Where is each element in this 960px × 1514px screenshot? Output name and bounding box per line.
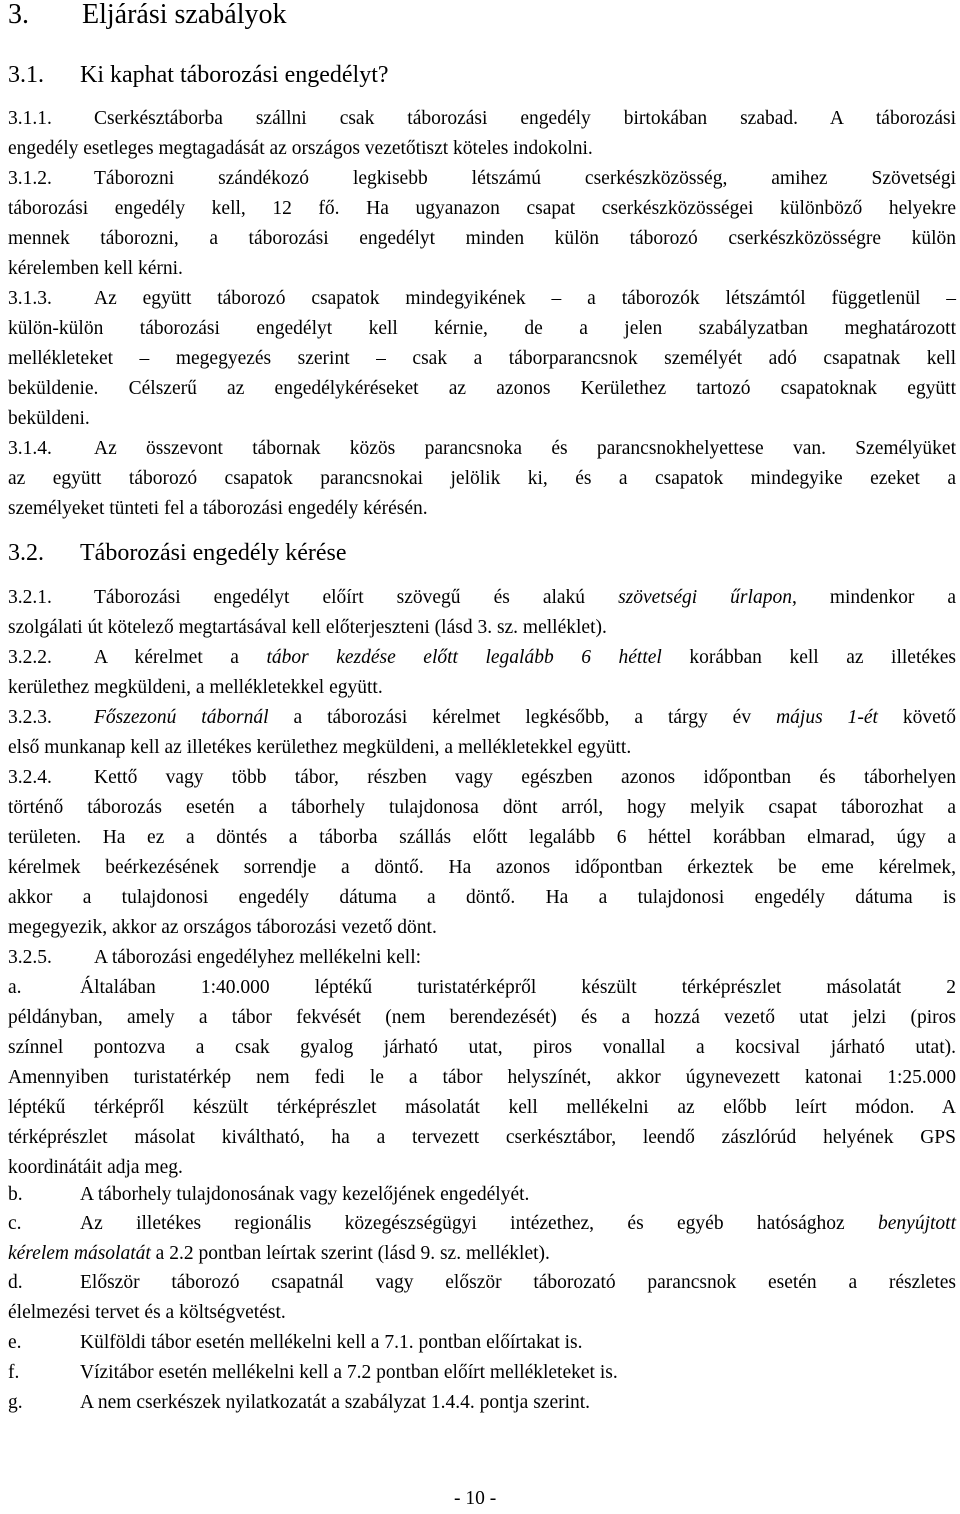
list-item-d: [8, 1268, 956, 1328]
text-line: mennek táborozni, a táborozási engedélyt minden külön táborozó cserkészközösségre külön: [8, 228, 956, 249]
text-line: koordinátáit adja meg.: [8, 1157, 183, 1178]
paragraph-3-2-4: [8, 763, 956, 943]
paragraph-3-1-3: [8, 284, 956, 434]
text-run: , mindenkor a: [791, 587, 957, 608]
section-heading-3-2: [8, 538, 347, 568]
italic-text: kérelem másolatát: [8, 1243, 151, 1264]
page-number: - 10 -: [454, 1488, 497, 1509]
italic-text: szövetségi űrlapon: [618, 587, 792, 608]
text-line: kérelmek beérkezésének sorrendje a döntő. Ha azonos időpontban érkeztek be eme kérelmek,: [8, 857, 956, 878]
text-run: Táborozási engedélyt előírt szövegű és alakú: [94, 587, 619, 608]
list-item-e: [8, 1328, 956, 1358]
list-label: e.: [8, 1332, 22, 1353]
text-line: Külföldi tábor esetén mellékelni kell a 7.1. pontban előírtakat is.: [80, 1332, 583, 1353]
text-line: akkor a tulajdonosi engedély dátuma a döntő. Ha a tulajdonosi engedély dátuma is: [8, 887, 956, 908]
paragraph-number: 3.2.5.: [8, 947, 52, 968]
text-line: személyeket tünteti fel a táborozási engedély kérésén.: [8, 498, 428, 519]
section-number: 3.2.: [8, 540, 44, 566]
text-line: A nem cserkészek nyilatkozatát a szabályzat 1.4.4. pontja szerint.: [80, 1392, 591, 1413]
paragraph-3-2-2: [8, 643, 956, 703]
paragraph-number: 3.1.1.: [8, 108, 52, 129]
paragraph-number: 3.1.4.: [8, 438, 52, 459]
text-line: táborozási engedély kell, 12 fő. Ha ugyanazon csapat cserkészközösségei különböző helyekre: [8, 198, 956, 219]
list-label: f.: [8, 1362, 20, 1383]
text-line: Az összevont tábornak közös parancsnoka és parancsnokhelyettese van. Személyüket: [94, 438, 956, 459]
text-line: Először táborozó csapatnál vagy először táborozató parancsnok esetén a részletes: [80, 1272, 956, 1293]
text-run: korábban kell az illetékes: [661, 647, 957, 668]
text-line: engedély esetleges megtagadását az országos vezetőtiszt köteles indokolni.: [8, 138, 593, 159]
chapter-number: 3.: [8, 0, 29, 30]
text-line: szolgálati út kötelező megtartásával kell előterjeszteni (lásd 3. sz. melléklet).: [8, 617, 607, 638]
text-line: Vízitábor esetén mellékelni kell a 7.2 pontban előírt mellékleteket is.: [80, 1362, 618, 1383]
text-line: Táborozni szándékozó legkisebb létszámú cserkészközösség, amihez Szövetségi: [94, 168, 956, 189]
text-line: A táborozási engedélyhez mellékelni kell:: [94, 947, 422, 968]
text-line: Kettő vagy több tábor, részben vagy egészben azonos időpontban és táborhelyen: [94, 767, 956, 788]
text-line: kerülethez megküldeni, a mellékletekkel együtt.: [8, 677, 383, 698]
text-line: élelmezési tervet és a költségvetést.: [8, 1302, 286, 1323]
text-line: mellékleteket – megegyezés szerint – csak a táborparancsnok személyét adó csapatnak kell: [8, 348, 956, 369]
paragraph-number: 3.2.2.: [8, 647, 52, 668]
text-line: megegyezik, akkor az országos táborozási vezető dönt.: [8, 917, 437, 938]
paragraph-3-2-3: [8, 703, 956, 763]
list-label: b.: [8, 1184, 23, 1205]
section-number: 3.1.: [8, 62, 44, 88]
chapter-title: Eljárási szabályok: [82, 0, 287, 30]
text-run: követő: [877, 707, 957, 728]
text-line: Cserkésztáborba szállni csak táborozási engedély birtokában szabad. A táborozási: [94, 108, 956, 129]
paragraph-3-2-5: [8, 943, 956, 973]
paragraph-number: 3.1.3.: [8, 288, 52, 309]
paragraph-number: 3.2.4.: [8, 767, 52, 788]
text-line: beküldeni.: [8, 408, 90, 429]
list-item-c: [8, 1209, 956, 1269]
section-title: Táborozási engedély kérése: [80, 540, 347, 566]
text-line: léptékű térképről készült térképrészlet másolatát kell mellékelni az előbb leírt módon. A: [8, 1097, 956, 1118]
text-run: a 2.2 pontban leírtak szerint (lásd 9. sz. melléklet).: [150, 1243, 550, 1264]
text-line: Az együtt táborozó csapatok mindegyikének – a táborozók létszámtól függetlenül –: [94, 288, 956, 309]
text-run: a táborozási kérelmet legkésőbb, a tárgy év: [268, 707, 777, 728]
text-line: térképrészlet másolat kiváltható, ha a tervezett cserkésztábor, leendő zászlórúd helyének GPS: [8, 1127, 956, 1148]
text-line: kérelemben kell kérni.: [8, 258, 183, 279]
section-title: Ki kaphat táborozási engedélyt?: [80, 62, 389, 88]
list-label: g.: [8, 1392, 23, 1413]
italic-text: Főszezonú tábornál: [94, 707, 269, 728]
text-line: az együtt táborozó csapatok parancsnokai jelölik ki, és a csapatok mindegyike ezeket a: [8, 468, 956, 489]
text-line: külön-külön táborozási engedélyt kell kérnie, de a jelen szabályzatban meghatározott: [8, 318, 956, 339]
paragraph-number: 3.2.1.: [8, 587, 52, 608]
text-line: területen. Ha ez a döntés a táborba szállás előtt legalább 6 héttel korábban elmarad, úgy a: [8, 827, 956, 848]
paragraph-3-2-1: [8, 583, 956, 643]
paragraph-3-1-2: [8, 164, 956, 284]
list-label: c.: [8, 1213, 22, 1234]
list-item-a: [8, 973, 956, 1183]
paragraph-3-1-1: [8, 104, 956, 164]
text-line: beküldenie. Célszerű az engedélykéréseket az azonos Kerülethez tartozó csapatoknak együtt: [8, 378, 956, 399]
italic-text: május 1-ét: [776, 707, 878, 728]
text-run: A kérelmet a: [94, 647, 267, 668]
text-line: színnel pontozva a csak gyalog járható utat, piros vonallal a kocsival járható utat).: [8, 1037, 956, 1058]
text-line: A táborhely tulajdonosának vagy kezelőjének engedélyét.: [80, 1184, 530, 1205]
paragraph-3-1-4: [8, 434, 956, 524]
list-item-b: [8, 1180, 956, 1210]
list-label: d.: [8, 1272, 23, 1293]
text-line: első munkanap kell az illetékes kerülethez megküldeni, a mellékletekkel együtt.: [8, 737, 632, 758]
text-line: példányban, amely a tábor fekvését (nem berendezését) és a hozzá vezető utat jelzi (piros: [8, 1007, 956, 1028]
text-run: Az illetékes regionális közegészségügyi intézethez, és egyéb hatósághoz: [80, 1213, 879, 1234]
chapter-heading: [8, 0, 286, 30]
italic-text: tábor kezdése előtt legalább 6 héttel: [266, 647, 662, 668]
section-heading-3-1: [8, 60, 389, 90]
italic-text: benyújtott: [878, 1213, 956, 1234]
paragraph-number: 3.1.2.: [8, 168, 52, 189]
paragraph-number: 3.2.3.: [8, 707, 52, 728]
text-line: Általában 1:40.000 léptékű turistatérképről készült térképrészlet másolatát 2: [80, 977, 956, 998]
list-item-g: [8, 1388, 956, 1418]
list-item-f: [8, 1358, 956, 1388]
list-label: a.: [8, 977, 22, 998]
text-line: történő táborozás esetén a táborhely tulajdonosa dönt arról, hogy melyik csapat táborozhat a: [8, 797, 956, 818]
text-line: Amennyiben turistatérkép nem fedi le a tábor helyszínét, akkor úgynevezett katonai 1:25.000: [8, 1067, 956, 1088]
